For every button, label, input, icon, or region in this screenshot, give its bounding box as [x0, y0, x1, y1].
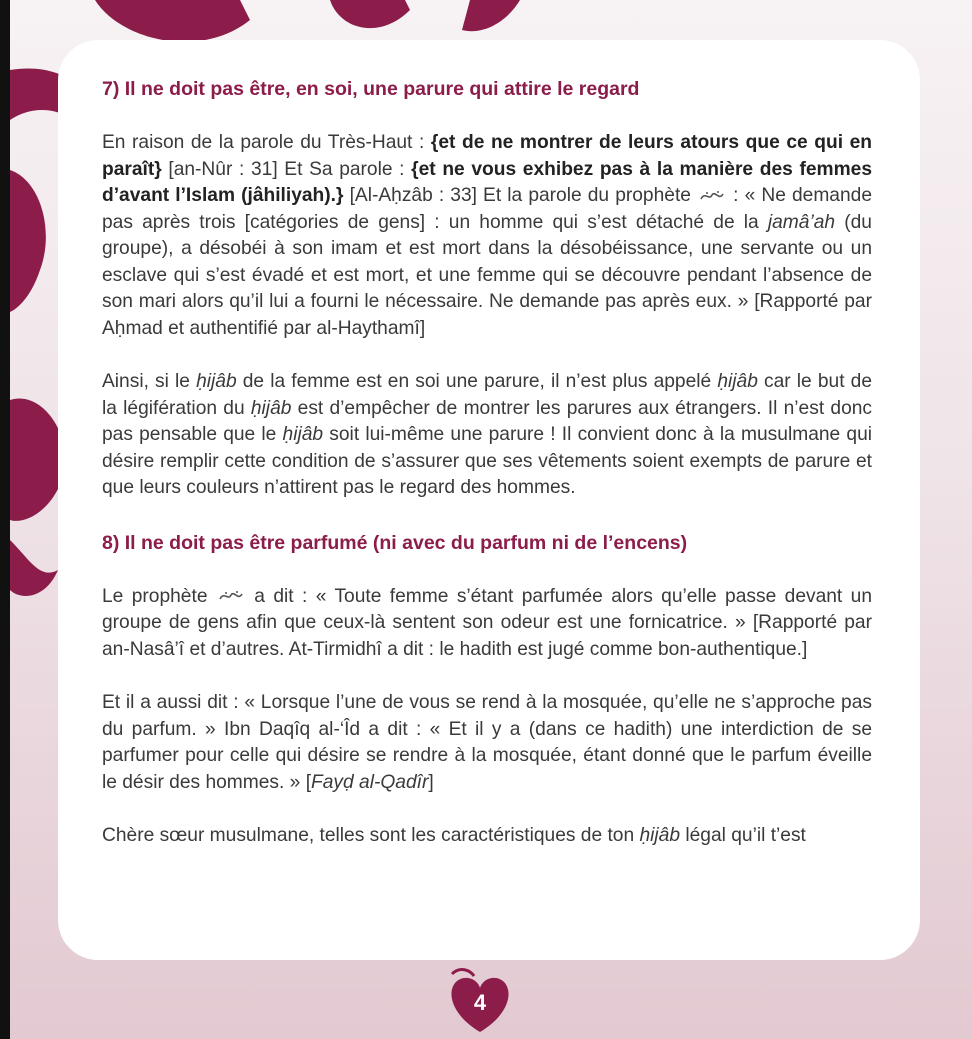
salawat-calligraphy-icon — [218, 589, 244, 603]
page-number-ornament — [430, 968, 530, 1038]
section-8-paragraph-2: Et il a aussi dit : « Lorsque l’une de vous se rend à la mosquée, qu’elle ne s’approche pas du parfum. » Ibn Daqîq al-‘Îd a dit : « Et il y a (dans ce hadith) une interdiction de se parfumer pour celle qui désire se rendre à la mosquée, étant donné que le parfum éveille le désir des hommes. » [Fayḍ al-Qadîr] — [102, 692, 872, 793]
page-text — [102, 76, 872, 850]
section-8-heading: 8) Il ne doit pas être parfumé (ni avec du parfum ni de l’encens) — [102, 531, 688, 554]
section-7-heading: 7) Il ne doit pas être, en soi, une parure qui attire le regard — [102, 78, 640, 100]
section-8-paragraph-3: Chère sœur musulmane, telles sont les caractéristiques de ton ḥijâb légal qu’il t’est — [102, 825, 806, 846]
section-7-paragraph-2: Ainsi, si le ḥijâb de la femme est en soi une parure, il n’est plus appelé ḥijâb car le but de la légifération du ḥijâb est d’empêcher de montrer les parures aux étrangers. Il n’est donc pas pensable que le ḥijâb soit lui-même une parure ! Il convient donc à la musulmane qui désire remplir cette condition de s’assurer que ses vêtements soient exempts de parure et que leurs couleurs n’attirent pas le regard des hommes. — [102, 371, 873, 498]
page-number: 4 — [473, 990, 487, 1015]
salawat-calligraphy-icon — [699, 189, 725, 203]
section-7-paragraph-1: En raison de la parole du Très-Haut : {et de ne montrer de leurs atours que ce qui en paraît} [an-Nûr : 31] Et Sa parole : {et ne vous exhibez pas à la manière des femmes d’avant l’Islam (jâhiliyah).} [Al-Aḥzâb : 33] Et la parole du prophète : « Ne demande pas après trois [catégories de gens] : un homme qui s’est détaché de la jamâ’ah (du groupe), a désobéi à son imam et est mort dans la désobéissance, une servante ou un esclave qui s’est évadé et est mort, et une femme qui se découvre pendant l’absence de son mari alors qu’il lui a fourni le nécessaire. Ne demande pas après eux. » [Rapporté par Aḥmad et authentifié par al-Haythamî] — [102, 132, 872, 339]
section-8-paragraph-1: Le prophète a dit : « Toute femme s’étant parfumée alors qu’elle passe devant un groupe de gens afin que ceux-là sentent son odeur est une fornicatrice. » [Rapporté par an-Nasâ’î et d’autres. At-Tirmidhî a dit : le hadith est jugé comme bon-authentique.] — [102, 585, 872, 660]
content-card — [58, 40, 920, 960]
